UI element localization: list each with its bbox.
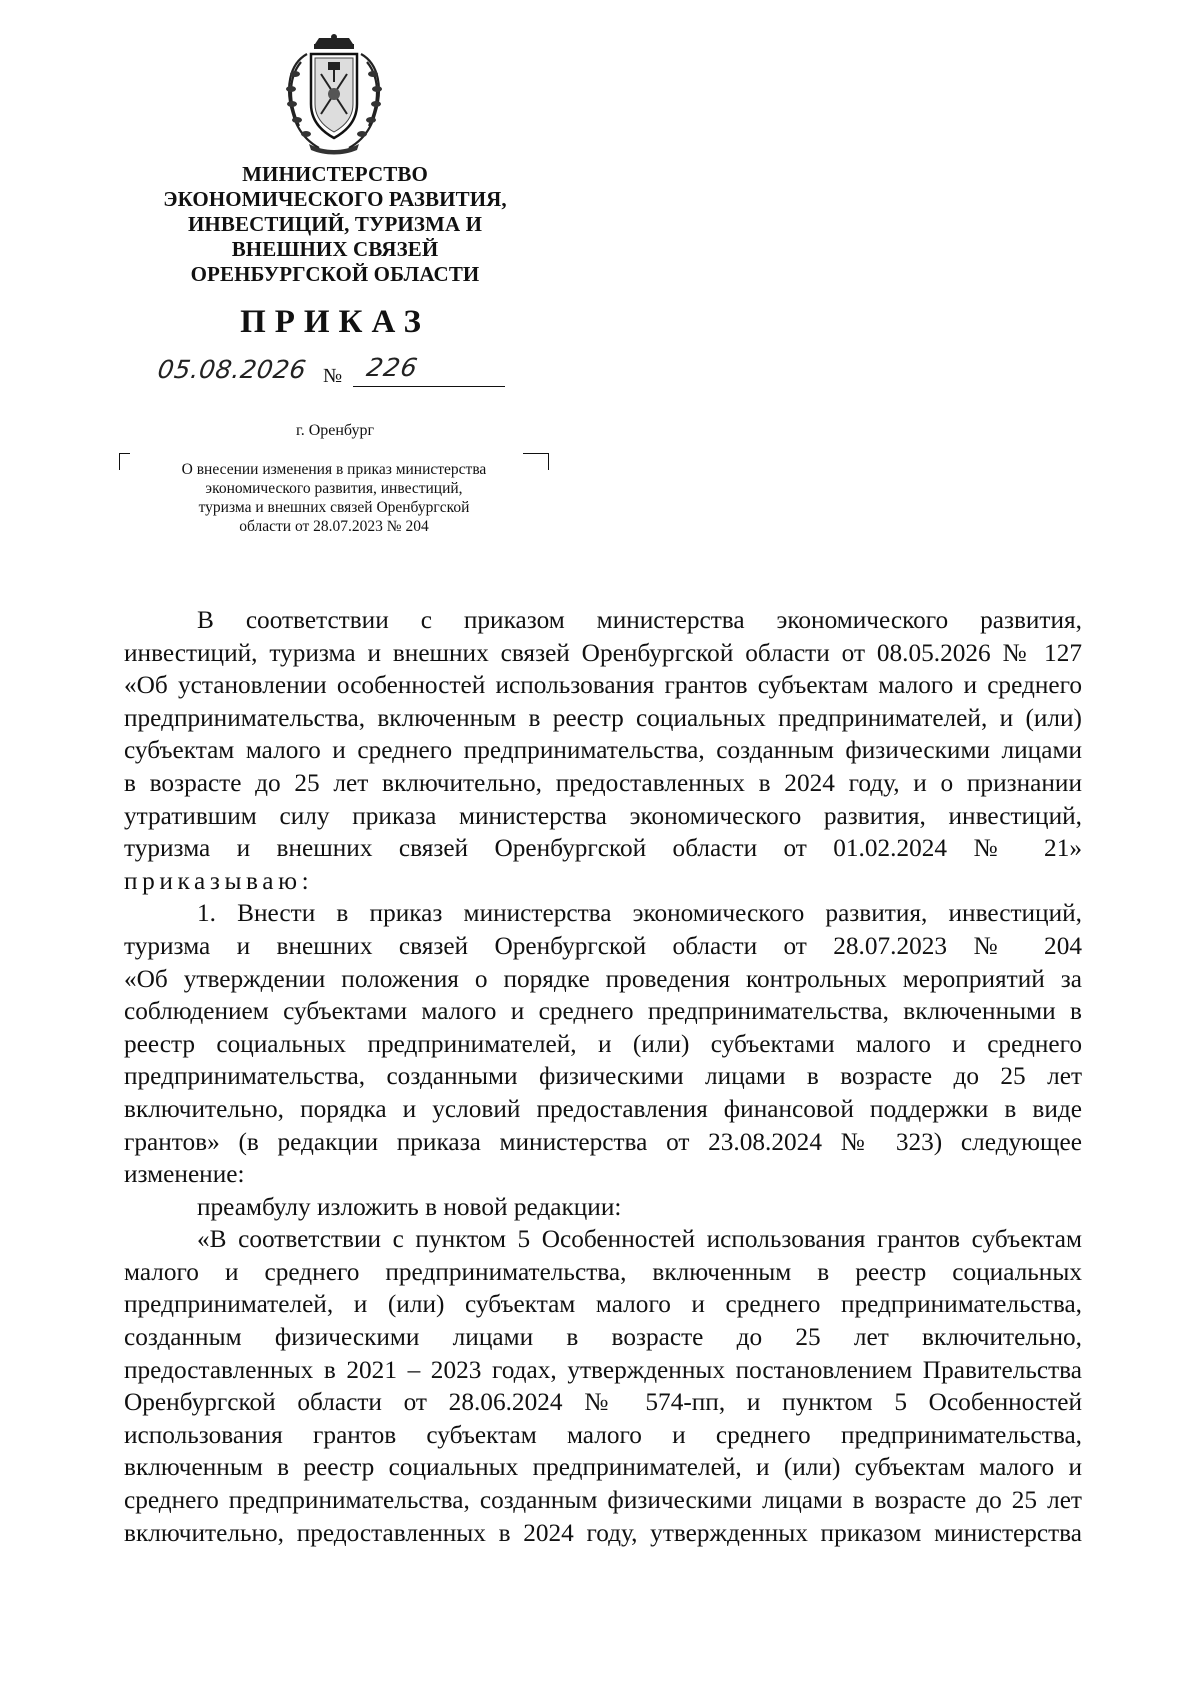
order-title: ПРИКАЗ: [240, 304, 430, 340]
body-line: «Об утверждении положения о порядке проведения контрольных мероприятий за: [124, 964, 1082, 993]
number-sign: №: [323, 365, 343, 387]
ministry-name-line: ВНЕШНИХ СВЯЗЕЙ: [231, 237, 439, 261]
date-number-line: [155, 355, 510, 385]
body-line: предпринимателей, и (или) субъектам малого и среднего предпринимательства,: [124, 1290, 1082, 1319]
body-line: В соответствии с приказом министерства экономического развития,: [197, 606, 1082, 634]
city-name: г. Оренбург: [295, 422, 375, 439]
body-line: грантов» (в редакции приказа министерства от 23.08.2024 № 323) следующее: [124, 1127, 1082, 1156]
body-line: в возрасте до 25 лет включительно, предоставленных в 2024 году, и о признании: [124, 768, 1082, 797]
order-body: [124, 604, 1082, 1549]
body-line: созданным физическими лицами в возрасте до 25 лет включительно,: [124, 1323, 1082, 1352]
body-line: включительно, предоставленных в 2024 году, утвержденных приказом министерства: [124, 1518, 1082, 1547]
coat-of-arms-emblem: [279, 34, 389, 156]
body-line: предоставленных в 2021 – 2023 годах, утвержденных постановлением Правительства: [124, 1355, 1082, 1384]
body-line: туризма и внешних связей Оренбургской области от 28.07.2023 № 204: [124, 931, 1082, 960]
body-line: малого и среднего предпринимательства, включенным в реестр социальных: [124, 1257, 1082, 1286]
order-date-handwritten: 05.08.2026: [155, 355, 309, 384]
ministry-name: [120, 162, 550, 287]
body-line: реестр социальных предпринимателей, и (или) субъектами малого и среднего: [124, 1029, 1082, 1058]
ministry-name-line: ОРЕНБУРГСКОЙ ОБЛАСТИ: [190, 262, 480, 286]
body-line: утратившим силу приказа министерства экономического развития, инвестиций,: [124, 801, 1082, 830]
body-line: изменение:: [124, 1160, 245, 1189]
body-line: 1. Внести в приказ министерства экономического развития, инвестиций,: [197, 899, 1082, 928]
number-underline: [353, 386, 505, 387]
order-subject-text: [119, 460, 549, 536]
order-number-handwritten: 226: [364, 353, 421, 382]
subject-line: экономического развития, инвестиций,: [205, 480, 463, 497]
body-line: использования грантов субъектам малого и среднего предпринимательства,: [124, 1420, 1082, 1449]
body-line: включенным в реестр социальных предпринимателей, и (или) субъектам малого и: [124, 1453, 1082, 1482]
body-line-order-verb: приказываю:: [124, 866, 314, 895]
body-line: «В соответствии с пунктом 5 Особенностей использования грантов субъектам: [197, 1225, 1082, 1254]
subject-line: туризма и внешних связей Оренбургской: [198, 499, 470, 516]
body-line: инвестиций, туризма и внешних связей Оренбургской области от 08.05.2026 № 127: [124, 638, 1082, 667]
body-line: Оренбургской области от 28.06.2024 № 574-пп, и пунктом 5 Особенностей: [124, 1388, 1082, 1417]
body-line: среднего предпринимательства, созданным физическими лицами в возрасте до 25 лет: [124, 1486, 1082, 1515]
body-line: «Об установлении особенностей использования грантов субъектам малого и среднего: [124, 671, 1082, 700]
body-line: включительно, порядка и условий предоставления финансовой поддержки в виде: [124, 1094, 1082, 1123]
ministry-name-line: МИНИСТЕРСТВО: [242, 162, 428, 186]
ministry-name-line: ЭКОНОМИЧЕСКОГО РАЗВИТИЯ,: [163, 187, 507, 211]
body-line: соблюдением субъектами малого и среднего предпринимательства, включенными в: [124, 997, 1082, 1026]
body-line: предпринимательства, созданными физическими лицами в возрасте до 25 лет: [124, 1062, 1082, 1091]
body-line: туризма и внешних связей Оренбургской области от 01.02.2024 № 21»: [124, 834, 1082, 863]
order-subject: [119, 451, 549, 546]
body-line: субъектам малого и среднего предпринимательства, созданным физическими лицами: [124, 736, 1082, 765]
subject-line: О внесении изменения в приказ министерства: [181, 461, 487, 478]
body-line: предпринимательства, включенным в реестр социальных предпринимателей, и (или): [124, 703, 1082, 732]
body-line: преамбулу изложить в новой редакции:: [197, 1192, 622, 1221]
subject-line: области от 28.07.2023 № 204: [239, 518, 429, 535]
ministry-name-line: ИНВЕСТИЦИЙ, ТУРИЗМА И: [187, 212, 483, 236]
